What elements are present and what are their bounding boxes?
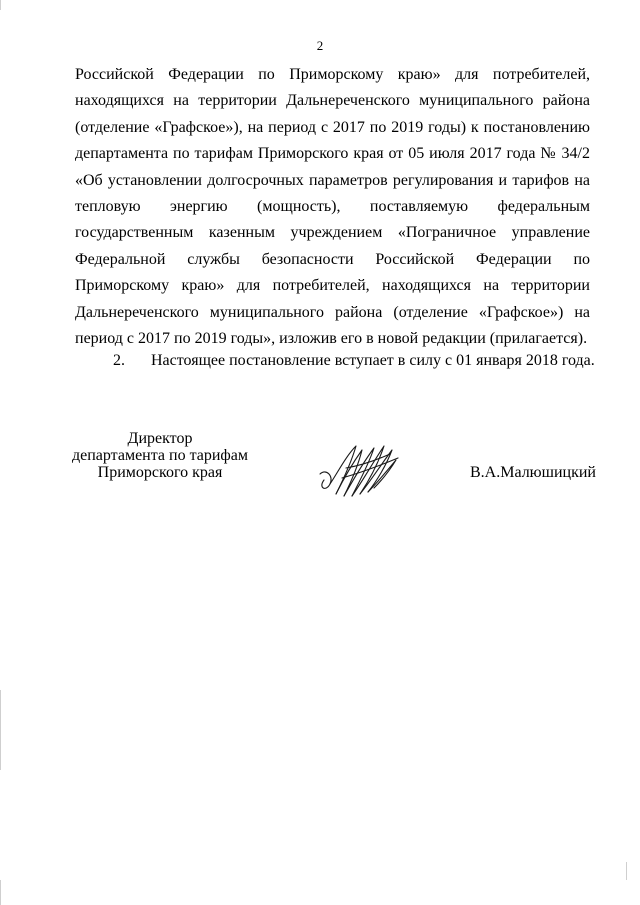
signatory-title-line-2: департамента по тарифам <box>71 447 249 464</box>
scan-edge-mark-bottom-left <box>0 880 1 905</box>
list-item-text: Настоящее постановление вступает в силу с 01 января 2018 года. <box>151 352 595 369</box>
list-item-2 <box>113 350 603 372</box>
signatory-title-line-3: Приморского края <box>97 464 223 481</box>
signatory-title <box>60 430 260 481</box>
signatory-name: В.А.Малюшицкий <box>470 464 596 481</box>
scan-edge-mark-right <box>626 862 627 880</box>
signatory-title-line-1: Директор <box>127 430 193 447</box>
handwritten-signature-icon <box>312 438 412 502</box>
scan-edge-mark-top <box>0 0 1 10</box>
scan-edge-mark-left <box>0 690 1 770</box>
page-number: 2 <box>316 38 324 53</box>
body-paragraph: Российской Федерации по Приморскому краю» для потребителей, находящихся на территории Дальнереченского муниципального района (отделение «Графское»), на период с 2017 по 2019 годы) к постановлению департамента по тарифам Приморского края от 05 июля 2017 года № 34/2 «Об установлении долгосрочных параметров регулирования и тарифов на тепловую энергию (мощность), поставляемую федеральным государственным казенным учреждением «Пограничное управление Федеральной службы безопасности Российской Федерации по Приморскому краю» для потребителей, находящихся на территории Дальнереченского муниципального района (отделение «Графское») на период с 2017 по 2019 годы», изложив его в новой редакции (прилагается). <box>75 66 590 348</box>
list-item-number: 2. <box>113 352 125 369</box>
